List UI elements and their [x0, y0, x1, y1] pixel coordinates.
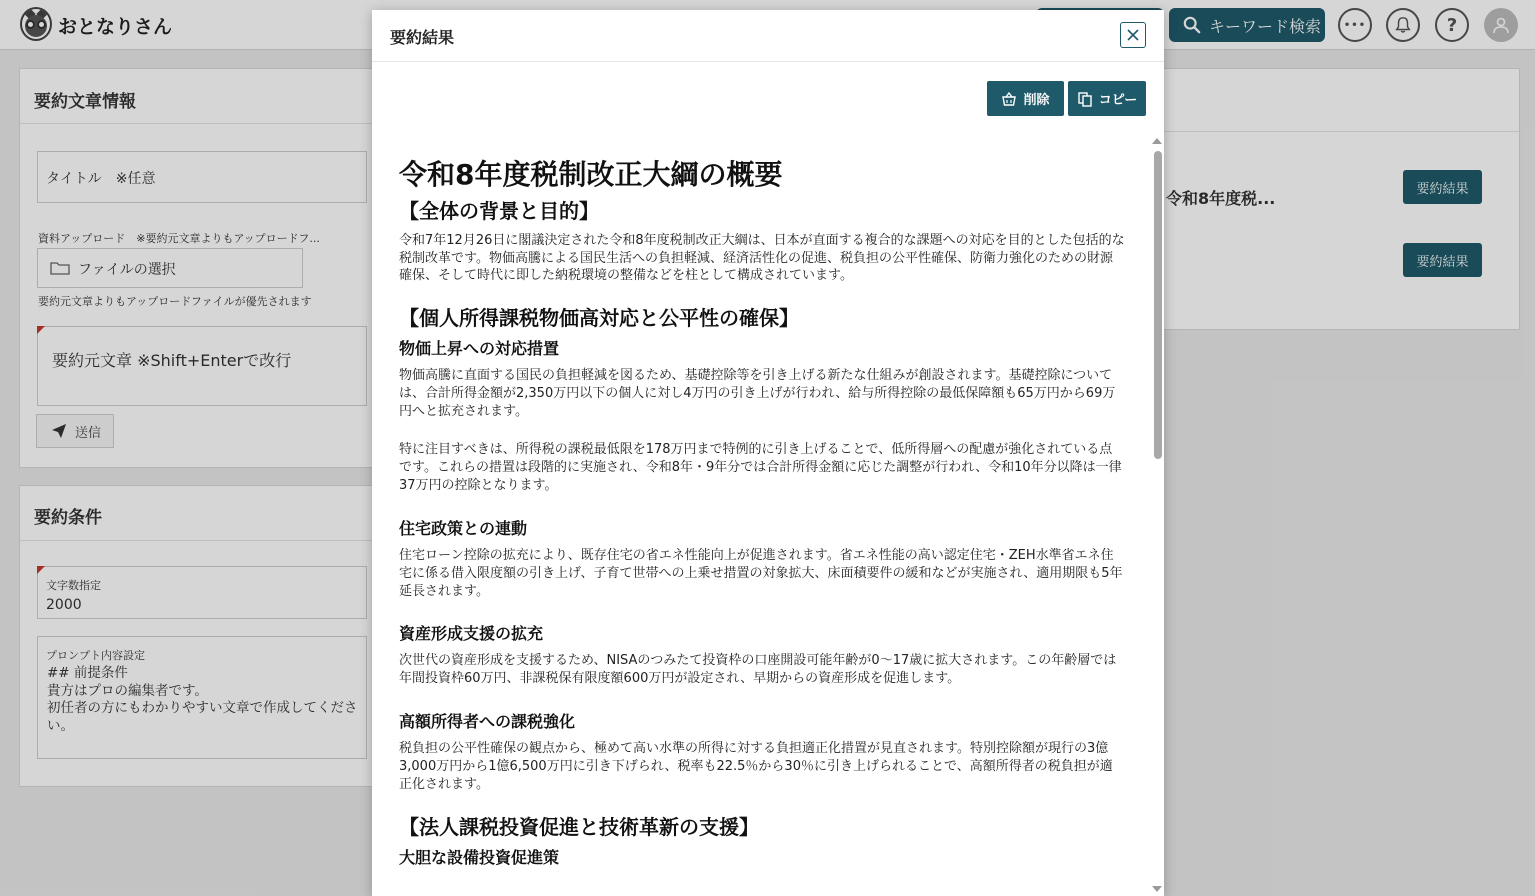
summary-info-title: 要約文章情報: [34, 92, 136, 112]
modal-header: [372, 10, 1164, 62]
subsection-heading: 物価上昇への対応措置: [399, 339, 560, 359]
section-heading: 【個人所得課税物価高対応と公平性の確保】: [399, 306, 799, 331]
char-count-value: 2000: [46, 597, 82, 613]
copy-icon: [1077, 91, 1093, 107]
paragraph: 次世代の資産形成を支援するため、NISAのつみたて投資枠の口座開設可能年齢が0～17歳に拡大されます。この年齢層では年間投資枠60万円、非課税保有限度額600万円が設定され、早期からの資産形成を促進します。: [399, 653, 1117, 687]
prompt-label: プロンプト内容設定: [46, 649, 145, 662]
source-text-placeholder: 要約元文章 ※Shift+Enterで改行: [52, 351, 292, 370]
paragraph: 特に注目すべきは、所得税の課税最低限を178万円まで特例的に引き上げることで、低所得層への配慮が強化されている点です。これらの措置は段階的に実施され、令和8年・9年分では合計所得金額に応じた調整が行われ、令和10年分以降は一律37万円の控除となります。: [399, 442, 1122, 493]
paragraph: 物価高騰に直面する国民の負担軽減を図るため、基礎控除等を引き上げる新たな仕組みが創設されます。基礎控除については、合計所得金額が2,350万円以下の個人に対し4万円の引き上げが行われ、給与所得控除の最低保障額も65万円から69万円へと拡充されます。: [399, 368, 1116, 420]
close-icon: [1126, 28, 1140, 42]
send-label: 送信: [75, 425, 102, 441]
doc-title: 令和8年度税制改正大綱の概要: [399, 158, 783, 191]
subsection-heading: 高額所得者への課税強化: [399, 712, 576, 732]
copy-label: コピー: [1098, 93, 1138, 108]
paragraph: 住宅ローン控除の拡充により、既存住宅の省エネ性能向上が促進されます。省エネ性能の高い認定住宅・ZEH水準省エネ住宅に係る借入限度額の引き上げ、子育て世帯への上乗せ措置の対象拡大、床面積要件の緩和などが実施され、適用期限も5年延長されます。: [399, 547, 1123, 599]
trash-basket-icon: [1001, 91, 1017, 107]
char-count-label: 文字数指定: [46, 579, 101, 592]
summary-content: [399, 158, 1125, 876]
section-heading: 【全体の背景と目的】: [399, 198, 599, 223]
subsection-heading: 資産形成支援の拡充: [399, 624, 544, 644]
summary-result-modal: [372, 10, 1164, 896]
delete-label: 削除: [1023, 93, 1050, 108]
app-title: おとなりさん: [58, 16, 173, 38]
title-field-label: タイトル ※任意: [46, 171, 156, 187]
modal-title: 要約結果: [390, 28, 455, 47]
copy-button[interactable]: [1068, 81, 1146, 116]
prompt-value: ## 前提条件 貴方はプロの編集者です。 初任者の方にもわかりやすい文章で作成してください。: [47, 665, 358, 734]
help-icon: ?: [1446, 14, 1458, 36]
scroll-up-arrow-icon[interactable]: [1152, 138, 1162, 144]
summary-conditions-title: 要約条件: [34, 508, 102, 528]
more-icon: •••: [1343, 19, 1367, 31]
upload-label: 資料アップロード ※要約元文章よりもアップロードフ...: [38, 232, 320, 245]
keyword-search-label: キーワード検索: [1209, 16, 1322, 36]
upload-note: 要約元文章よりもアップロードファイルが優先されます: [38, 295, 312, 308]
result-button[interactable]: 要約結果: [1403, 243, 1482, 277]
paragraph: 令和7年12月26日に閣議決定された令和8年度税制改正大綱は、日本が直面する複合的な課題への対応を目的とした包括的な税制改革です。物価高騰による国民生活への負担軽減、経済活性化の促進、税負担の公平性確保、防衛力強化のための財源確保、そして時代に即した納税環境の整備などを柱として構成されています。: [399, 232, 1125, 284]
scroll-down-arrow-icon[interactable]: [1152, 886, 1162, 892]
file-select-label: ファイルの選択: [78, 262, 176, 278]
result-item-title: 令和8年度税...: [1166, 189, 1276, 208]
close-button[interactable]: [1120, 22, 1146, 48]
section-heading: 【法人課税投資促進と技術革新の支援】: [399, 814, 759, 839]
subsection-heading: 住宅政策との連動: [399, 518, 528, 538]
delete-button[interactable]: [987, 81, 1064, 116]
subsection-heading: 大胆な設備投資促進策: [399, 847, 560, 867]
result-button[interactable]: 要約結果: [1403, 170, 1482, 204]
paragraph: 税負担の公平性確保の観点から、極めて高い水準の所得に対する負担適正化措置が見直されます。特別控除額が現行の3億3,000万円から1億6,500万円に引き下げられ、税率も22.5％から30％に引き上げられることで、高額所得者の税負担が適正化されます。: [399, 740, 1113, 792]
scrollbar-thumb[interactable]: [1154, 151, 1162, 459]
